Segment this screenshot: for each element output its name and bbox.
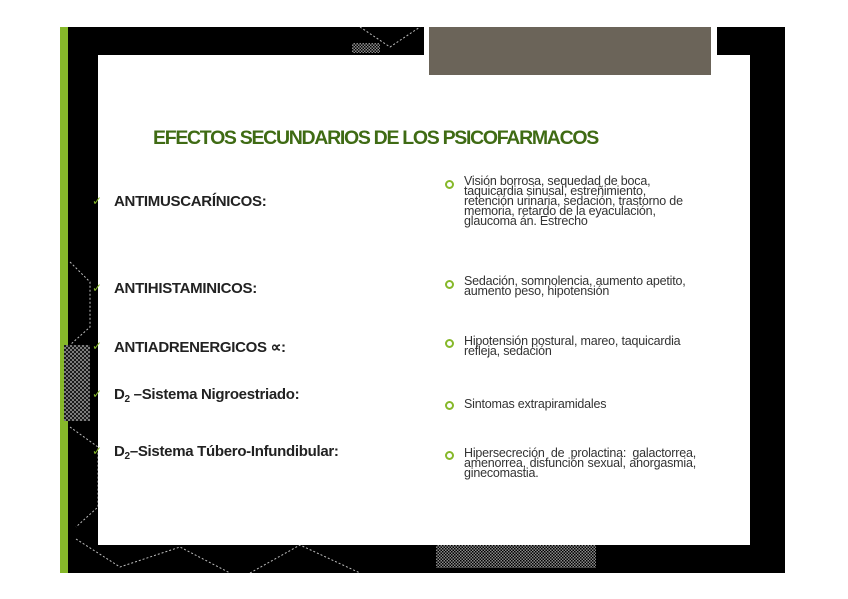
- slide-title: EFECTOS SECUNDARIOS DE LOS PSICOFARMACOS: [153, 127, 598, 149]
- label-antiadrenergicos: ANTIADRENERGICOS ∝:: [114, 339, 286, 356]
- check-icon: ✓: [92, 339, 103, 353]
- label-tubero-infundibular: [114, 443, 339, 462]
- check-icon: ✓: [92, 194, 103, 208]
- label-text: –Sistema Túbero-Infundibular:: [129, 443, 339, 460]
- label-antihistaminicos: ANTIHISTAMINICOS:: [114, 280, 257, 297]
- dot-pattern-bottom: [436, 542, 596, 568]
- header-box: [424, 27, 717, 81]
- subscript-2: 2: [124, 394, 130, 405]
- check-icon: ✓: [92, 444, 103, 458]
- effects-antimuscarinicos: Visión borrosa, sequedad de boca, taquicardia sinusal, estreñimiento, retención urinaria, sedación, trastorno de memoria, retardo de la eyaculación, glaucoma án. Estrecho: [464, 174, 683, 228]
- ring-bullet-icon: [445, 401, 454, 410]
- ring-bullet-icon: [445, 451, 454, 460]
- d-letter: D: [114, 386, 125, 403]
- effects-tubero-infundibular: Hipersecreción de prolactina: galactorrea, amenorrea, disfunción sexual, anorgasmia, ginecomastia.: [464, 446, 696, 480]
- effects-antihistaminicos: Sedación, somnolencia, aumento apetito, aumento peso, hipotensión: [464, 274, 686, 298]
- ring-bullet-icon: [445, 280, 454, 289]
- effects-antiadrenergicos: Hipotensión postural, mareo, taquicardia refleja, sedación: [464, 334, 681, 358]
- header-block: [429, 27, 711, 75]
- checker-pattern: [64, 345, 90, 421]
- check-icon: ✓: [92, 387, 103, 401]
- check-icon: ✓: [92, 281, 103, 295]
- effects-nigroestriado: Sintomas extrapiramidales: [464, 397, 607, 411]
- ring-bullet-icon: [445, 339, 454, 348]
- subscript-2: 2: [124, 451, 130, 462]
- label-antimuscarinicos: ANTIMUSCARÍNICOS:: [114, 193, 267, 210]
- label-nigroestriado: [114, 386, 299, 405]
- d-letter: D: [114, 443, 125, 460]
- label-text: –Sistema Nigroestriado:: [129, 386, 300, 403]
- ring-bullet-icon: [445, 180, 454, 189]
- dot-pattern-top: [352, 43, 380, 53]
